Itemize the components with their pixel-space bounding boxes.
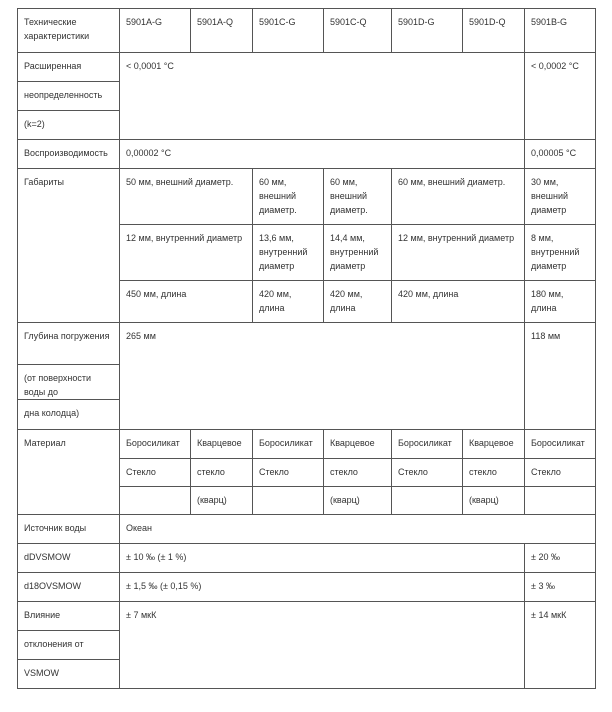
immersion-label: (от поверхности воды до bbox=[18, 365, 120, 400]
material-cell: Боросиликат bbox=[392, 430, 463, 459]
material-cell: Кварцевое bbox=[324, 430, 392, 459]
material-cell bbox=[392, 487, 463, 515]
vsmow-effect-row bbox=[18, 602, 596, 631]
reproducibility-row bbox=[18, 140, 596, 169]
immersion-row bbox=[18, 323, 596, 365]
immersion-value: 265 мм bbox=[120, 323, 525, 430]
material-cell: Боросиликат bbox=[120, 430, 191, 459]
immersion-value-b: 118 мм bbox=[525, 323, 596, 430]
uncertainty-value: < 0,0001 °C bbox=[120, 53, 525, 140]
length: 420 мм, длина bbox=[324, 281, 392, 323]
dimensions-row bbox=[18, 169, 596, 225]
ddvsmow-value: ± 10 ‰ (± 1 %) bbox=[120, 544, 525, 573]
inner-diameter: 8 мм, внутренний диаметр bbox=[525, 225, 596, 281]
material-cell: Стекло bbox=[392, 459, 463, 487]
d18ovsmow-label: d18OVSMOW bbox=[18, 573, 120, 602]
material-cell: Стекло bbox=[525, 459, 596, 487]
material-cell bbox=[525, 487, 596, 515]
water-source-label: Источник воды bbox=[18, 515, 120, 544]
d18ovsmow-value: ± 1,5 ‰ (± 0,15 %) bbox=[120, 573, 525, 602]
material-cell: (кварц) bbox=[463, 487, 525, 515]
model-header: 5901A-G bbox=[120, 9, 191, 53]
model-header: 5901A-Q bbox=[191, 9, 253, 53]
material-label: Материал bbox=[18, 430, 120, 515]
uncertainty-label: (k=2) bbox=[18, 111, 120, 140]
ddvsmow-label: dDVSMOW bbox=[18, 544, 120, 573]
uncertainty-value-b: < 0,0002 °C bbox=[525, 53, 596, 140]
uncertainty-label: Расширенная bbox=[18, 53, 120, 82]
material-cell: Кварцевое bbox=[463, 430, 525, 459]
material-cell: (кварц) bbox=[324, 487, 392, 515]
material-cell: (кварц) bbox=[191, 487, 253, 515]
inner-diameter: 12 мм, внутренний диаметр bbox=[392, 225, 525, 281]
material-cell: Стекло bbox=[120, 459, 191, 487]
header-row bbox=[18, 9, 596, 53]
spec-table bbox=[17, 8, 596, 689]
uncertainty-label: неопределенность bbox=[18, 82, 120, 111]
model-header: 5901C-G bbox=[253, 9, 324, 53]
model-header: 5901D-G bbox=[392, 9, 463, 53]
vsmow-effect-value-b: ± 14 мкК bbox=[525, 602, 596, 689]
model-header: 5901D-Q bbox=[463, 9, 525, 53]
material-cell: стекло bbox=[191, 459, 253, 487]
model-header: 5901B-G bbox=[525, 9, 596, 53]
length: 450 мм, длина bbox=[120, 281, 253, 323]
material-cell bbox=[120, 487, 191, 515]
material-cell: стекло bbox=[324, 459, 392, 487]
outer-diameter: 60 мм, внешний диаметр. bbox=[253, 169, 324, 225]
inner-diameter: 12 мм, внутренний диаметр bbox=[120, 225, 253, 281]
material-cell: стекло bbox=[463, 459, 525, 487]
d18ovsmow-row bbox=[18, 573, 596, 602]
vsmow-effect-label: отклонения от bbox=[18, 631, 120, 660]
ddvsmow-value-b: ± 20 ‰ bbox=[525, 544, 596, 573]
immersion-label: дна колодца) bbox=[18, 400, 120, 430]
vsmow-effect-label: VSMOW bbox=[18, 660, 120, 689]
outer-diameter: 50 мм, внешний диаметр. bbox=[120, 169, 253, 225]
d18ovsmow-value-b: ± 3 ‰ bbox=[525, 573, 596, 602]
length: 420 мм, длина bbox=[392, 281, 525, 323]
material-cell: Боросиликат bbox=[253, 430, 324, 459]
header-label: Технические характеристики bbox=[18, 9, 120, 53]
inner-diameter: 14,4 мм, внутренний диаметр bbox=[324, 225, 392, 281]
reproducibility-value-b: 0,00005 °C bbox=[525, 140, 596, 169]
vsmow-effect-label: Влияние bbox=[18, 602, 120, 631]
outer-diameter: 30 мм, внешний диаметр bbox=[525, 169, 596, 225]
material-row bbox=[18, 430, 596, 459]
length: 420 мм, длина bbox=[253, 281, 324, 323]
vsmow-effect-value: ± 7 мкК bbox=[120, 602, 525, 689]
dimensions-label: Габариты bbox=[18, 169, 120, 323]
material-cell: Стекло bbox=[253, 459, 324, 487]
material-cell bbox=[253, 487, 324, 515]
reproducibility-label: Воспроизводимость bbox=[18, 140, 120, 169]
immersion-label: Глубина погружения bbox=[18, 323, 120, 365]
outer-diameter: 60 мм, внешний диаметр. bbox=[392, 169, 525, 225]
length: 180 мм, длина bbox=[525, 281, 596, 323]
inner-diameter: 13,6 мм, внутренний диаметр bbox=[253, 225, 324, 281]
water-source-value: Океан bbox=[120, 515, 596, 544]
water-source-row bbox=[18, 515, 596, 544]
reproducibility-value: 0,00002 °C bbox=[120, 140, 525, 169]
ddvsmow-row bbox=[18, 544, 596, 573]
outer-diameter: 60 мм, внешний диаметр. bbox=[324, 169, 392, 225]
material-cell: Кварцевое bbox=[191, 430, 253, 459]
uncertainty-row bbox=[18, 53, 596, 82]
material-cell: Боросиликат bbox=[525, 430, 596, 459]
model-header: 5901C-Q bbox=[324, 9, 392, 53]
